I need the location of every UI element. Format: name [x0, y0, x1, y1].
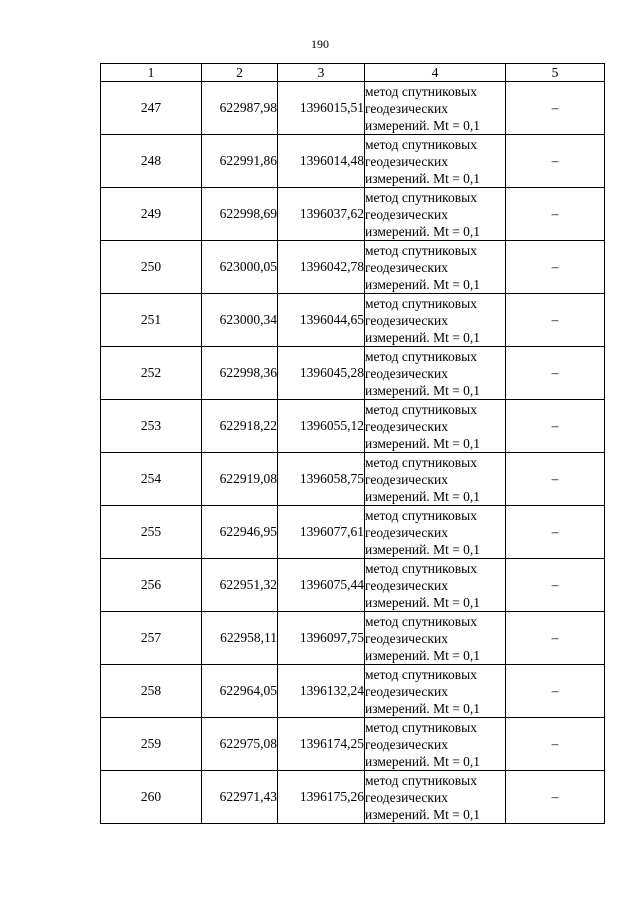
table-row: [101, 559, 605, 612]
note-cell: –: [506, 294, 605, 347]
method-line: геодезических: [365, 577, 448, 593]
x-coordinate-cell: 622998,36: [202, 347, 278, 400]
method-line: измерений. Mt = 0,1: [365, 382, 481, 398]
note-cell: –: [506, 453, 605, 506]
method-cell: [365, 400, 506, 453]
table-row: [101, 347, 605, 400]
point-number-cell: 253: [101, 400, 202, 453]
method-line: метод спутниковых: [365, 454, 477, 470]
x-coordinate-cell: 622975,08: [202, 718, 278, 771]
table-row: [101, 718, 605, 771]
table-row: [101, 188, 605, 241]
y-coordinate-cell: 1396044,65: [278, 294, 365, 347]
x-coordinate-cell: 622918,22: [202, 400, 278, 453]
point-number-cell: 248: [101, 135, 202, 188]
method-line: метод спутниковых: [365, 348, 477, 364]
x-coordinate-cell: 622971,43: [202, 771, 278, 824]
note-cell: –: [506, 135, 605, 188]
note-cell: –: [506, 612, 605, 665]
table-row: [101, 771, 605, 824]
x-coordinate-cell: 622919,08: [202, 453, 278, 506]
x-coordinate-cell: 622951,32: [202, 559, 278, 612]
x-coordinate-cell: 622991,86: [202, 135, 278, 188]
method-line: измерений. Mt = 0,1: [365, 329, 481, 345]
method-line: измерений. Mt = 0,1: [365, 223, 481, 239]
method-line: измерений. Mt = 0,1: [365, 170, 481, 186]
method-line: измерений. Mt = 0,1: [365, 276, 481, 292]
y-coordinate-cell: 1396037,62: [278, 188, 365, 241]
y-coordinate-cell: 1396174,25: [278, 718, 365, 771]
method-cell: [365, 506, 506, 559]
method-cell: [365, 294, 506, 347]
header-col-4: 4: [365, 64, 506, 82]
method-line: геодезических: [365, 259, 448, 275]
x-coordinate-cell: 622964,05: [202, 665, 278, 718]
method-line: метод спутниковых: [365, 719, 477, 735]
method-line: геодезических: [365, 100, 448, 116]
y-coordinate-cell: 1396055,12: [278, 400, 365, 453]
y-coordinate-cell: 1396015,51: [278, 82, 365, 135]
method-line: геодезических: [365, 471, 448, 487]
point-number-cell: 255: [101, 506, 202, 559]
method-line: геодезических: [365, 418, 448, 434]
point-number-cell: 256: [101, 559, 202, 612]
y-coordinate-cell: 1396097,75: [278, 612, 365, 665]
method-line: метод спутниковых: [365, 189, 477, 205]
table-body: [101, 82, 605, 824]
x-coordinate-cell: 623000,34: [202, 294, 278, 347]
method-cell: [365, 559, 506, 612]
method-line: измерений. Mt = 0,1: [365, 541, 481, 557]
note-cell: –: [506, 665, 605, 718]
note-cell: –: [506, 400, 605, 453]
point-number-cell: 260: [101, 771, 202, 824]
point-number-cell: 251: [101, 294, 202, 347]
method-line: метод спутниковых: [365, 242, 477, 258]
x-coordinate-cell: 622946,95: [202, 506, 278, 559]
header-row: [101, 64, 605, 82]
y-coordinate-cell: 1396058,75: [278, 453, 365, 506]
note-cell: –: [506, 559, 605, 612]
header-col-5: 5: [506, 64, 605, 82]
y-coordinate-cell: 1396075,44: [278, 559, 365, 612]
y-coordinate-cell: 1396014,48: [278, 135, 365, 188]
page-number: 190: [311, 37, 329, 51]
table-row: [101, 665, 605, 718]
method-cell: [365, 718, 506, 771]
method-line: метод спутниковых: [365, 507, 477, 523]
method-line: геодезических: [365, 736, 448, 752]
point-number-cell: 257: [101, 612, 202, 665]
method-line: метод спутниковых: [365, 613, 477, 629]
note-cell: –: [506, 347, 605, 400]
method-line: геодезических: [365, 206, 448, 222]
method-cell: [365, 241, 506, 294]
method-line: метод спутниковых: [365, 83, 477, 99]
method-line: измерений. Mt = 0,1: [365, 594, 481, 610]
method-cell: [365, 771, 506, 824]
table-row: [101, 241, 605, 294]
method-line: геодезических: [365, 312, 448, 328]
method-line: метод спутниковых: [365, 295, 477, 311]
method-line: измерений. Mt = 0,1: [365, 435, 481, 451]
y-coordinate-cell: 1396042,78: [278, 241, 365, 294]
table-header: [101, 64, 605, 82]
method-line: измерений. Mt = 0,1: [365, 806, 481, 822]
method-line: измерений. Mt = 0,1: [365, 117, 481, 133]
point-number-cell: 250: [101, 241, 202, 294]
method-cell: [365, 82, 506, 135]
note-cell: –: [506, 241, 605, 294]
table-row: [101, 294, 605, 347]
method-line: геодезических: [365, 153, 448, 169]
x-coordinate-cell: 622958,11: [202, 612, 278, 665]
method-line: метод спутниковых: [365, 136, 477, 152]
header-col-2: 2: [202, 64, 278, 82]
note-cell: –: [506, 718, 605, 771]
method-line: геодезических: [365, 524, 448, 540]
method-cell: [365, 347, 506, 400]
x-coordinate-cell: 622998,69: [202, 188, 278, 241]
method-line: метод спутниковых: [365, 772, 477, 788]
method-cell: [365, 188, 506, 241]
table-row: [101, 82, 605, 135]
method-line: геодезических: [365, 630, 448, 646]
table-row: [101, 135, 605, 188]
coordinates-table: [100, 63, 605, 824]
note-cell: –: [506, 188, 605, 241]
table-row: [101, 453, 605, 506]
table-row: [101, 400, 605, 453]
method-line: геодезических: [365, 365, 448, 381]
method-cell: [365, 612, 506, 665]
method-line: измерений. Mt = 0,1: [365, 488, 481, 504]
method-line: метод спутниковых: [365, 560, 477, 576]
method-cell: [365, 135, 506, 188]
y-coordinate-cell: 1396132,24: [278, 665, 365, 718]
table-row: [101, 612, 605, 665]
y-coordinate-cell: 1396045,28: [278, 347, 365, 400]
x-coordinate-cell: 622987,98: [202, 82, 278, 135]
point-number-cell: 252: [101, 347, 202, 400]
note-cell: –: [506, 82, 605, 135]
point-number-cell: 254: [101, 453, 202, 506]
note-cell: –: [506, 506, 605, 559]
method-line: геодезических: [365, 789, 448, 805]
header-col-3: 3: [278, 64, 365, 82]
method-line: метод спутниковых: [365, 401, 477, 417]
point-number-cell: 258: [101, 665, 202, 718]
header-col-1: 1: [101, 64, 202, 82]
point-number-cell: 259: [101, 718, 202, 771]
point-number-cell: 249: [101, 188, 202, 241]
method-cell: [365, 665, 506, 718]
point-number-cell: 247: [101, 82, 202, 135]
y-coordinate-cell: 1396175,26: [278, 771, 365, 824]
table-row: [101, 506, 605, 559]
method-line: метод спутниковых: [365, 666, 477, 682]
method-line: измерений. Mt = 0,1: [365, 647, 481, 663]
x-coordinate-cell: 623000,05: [202, 241, 278, 294]
method-line: измерений. Mt = 0,1: [365, 753, 481, 769]
note-cell: –: [506, 771, 605, 824]
method-cell: [365, 453, 506, 506]
method-line: геодезических: [365, 683, 448, 699]
method-line: измерений. Mt = 0,1: [365, 700, 481, 716]
y-coordinate-cell: 1396077,61: [278, 506, 365, 559]
